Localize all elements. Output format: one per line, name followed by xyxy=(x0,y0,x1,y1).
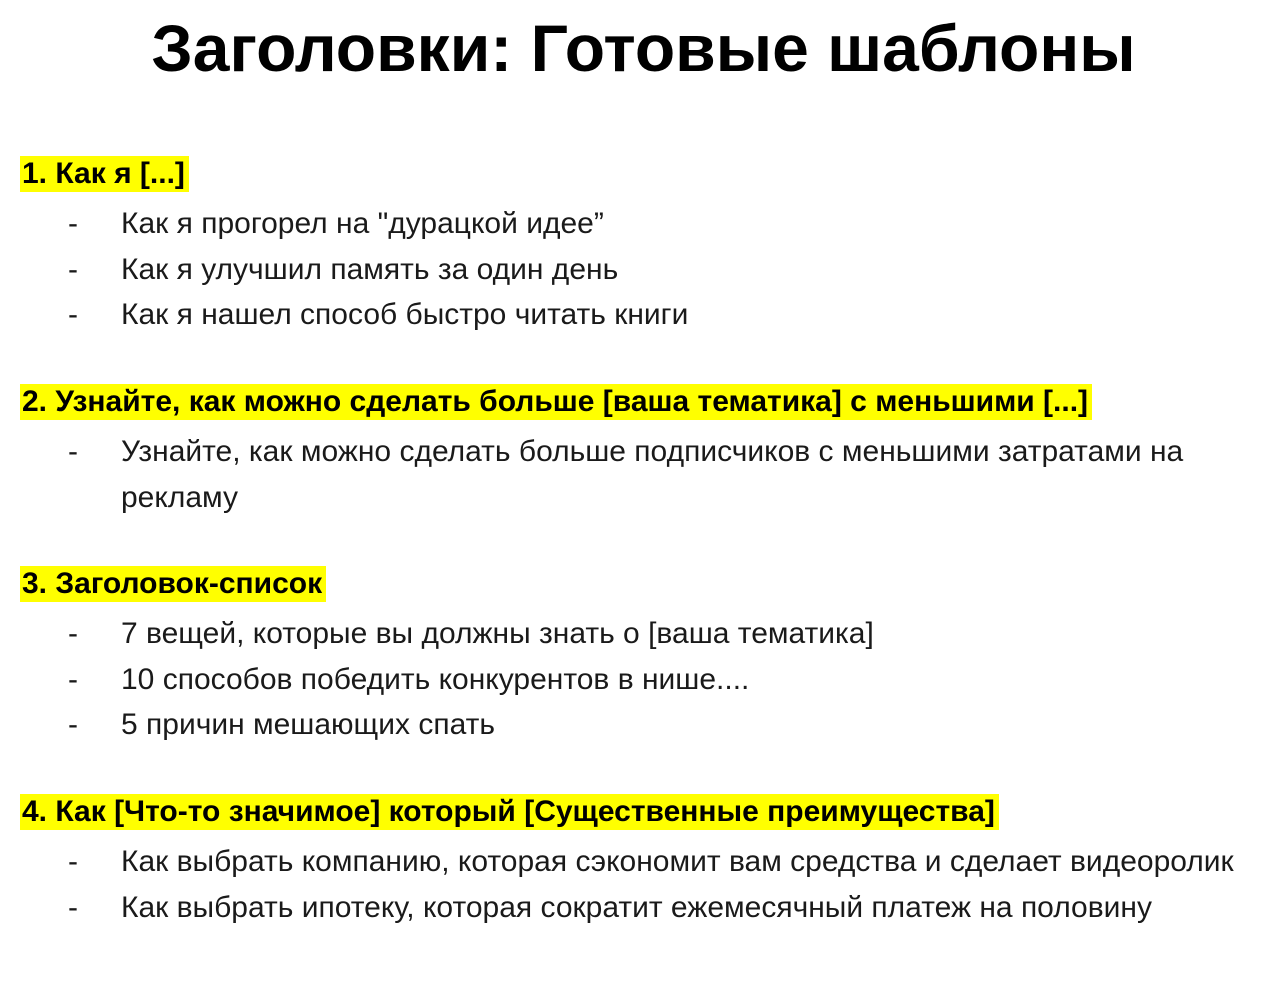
list-item xyxy=(20,657,1280,703)
bullet-dash: - xyxy=(68,298,78,331)
section-4 xyxy=(20,794,1280,930)
list-item-text: Как я улучшил память за один день xyxy=(121,252,619,286)
section-heading: 4. Как [Что-то значимое] который [Существенные преимущества] xyxy=(20,794,999,830)
bullet-dash: - xyxy=(68,617,78,650)
list-item xyxy=(20,611,1280,657)
section-1 xyxy=(20,156,1280,338)
section-items xyxy=(20,429,1280,520)
section-heading: 1. Как я [...] xyxy=(20,156,189,192)
list-item xyxy=(20,292,1280,338)
list-item xyxy=(20,429,1280,520)
list-item xyxy=(20,885,1280,931)
list-item-text: Узнайте, как можно сделать больше подписчиков с меньшими затратами на рекламу xyxy=(121,435,1184,514)
list-item-text: 5 причин мешающих спать xyxy=(121,708,495,741)
section-heading: 3. Заголовок-список xyxy=(20,566,326,602)
section-3 xyxy=(20,566,1280,748)
list-item xyxy=(20,247,1280,293)
section-items xyxy=(20,611,1280,748)
bullet-dash: - xyxy=(68,252,78,286)
bullet-dash: - xyxy=(68,662,78,696)
bullet-dash: - xyxy=(68,435,78,468)
section-heading: 2. Узнайте, как можно сделать больше [ваша тематика] с меньшими [...] xyxy=(20,384,1092,420)
list-item-text: Как выбрать ипотеку, которая сократит ежемесячный платеж на половину xyxy=(121,890,1153,924)
list-item-text: 7 вещей, которые вы должны знать о [ваша тематика] xyxy=(121,617,874,650)
section-items xyxy=(20,201,1280,338)
list-item-text: Как выбрать компанию, которая сэкономит вам средства и сделает видеоролик xyxy=(121,845,1234,878)
section-items xyxy=(20,839,1280,930)
bullet-dash: - xyxy=(68,890,78,924)
list-item-text: 10 способов победить конкурентов в нише.... xyxy=(121,662,750,696)
bullet-dash: - xyxy=(68,708,78,741)
list-item-text: Как я нашел способ быстро читать книги xyxy=(121,298,689,331)
bullet-dash: - xyxy=(68,845,78,878)
list-item xyxy=(20,201,1280,247)
list-item xyxy=(20,702,1280,748)
bullet-dash: - xyxy=(68,207,78,240)
page-title: Заголовки: Готовые шаблоны xyxy=(151,11,1136,85)
list-item-text: Как я прогорел на "дурацкой идее” xyxy=(121,207,604,240)
list-item xyxy=(20,839,1280,885)
section-2 xyxy=(20,384,1280,520)
